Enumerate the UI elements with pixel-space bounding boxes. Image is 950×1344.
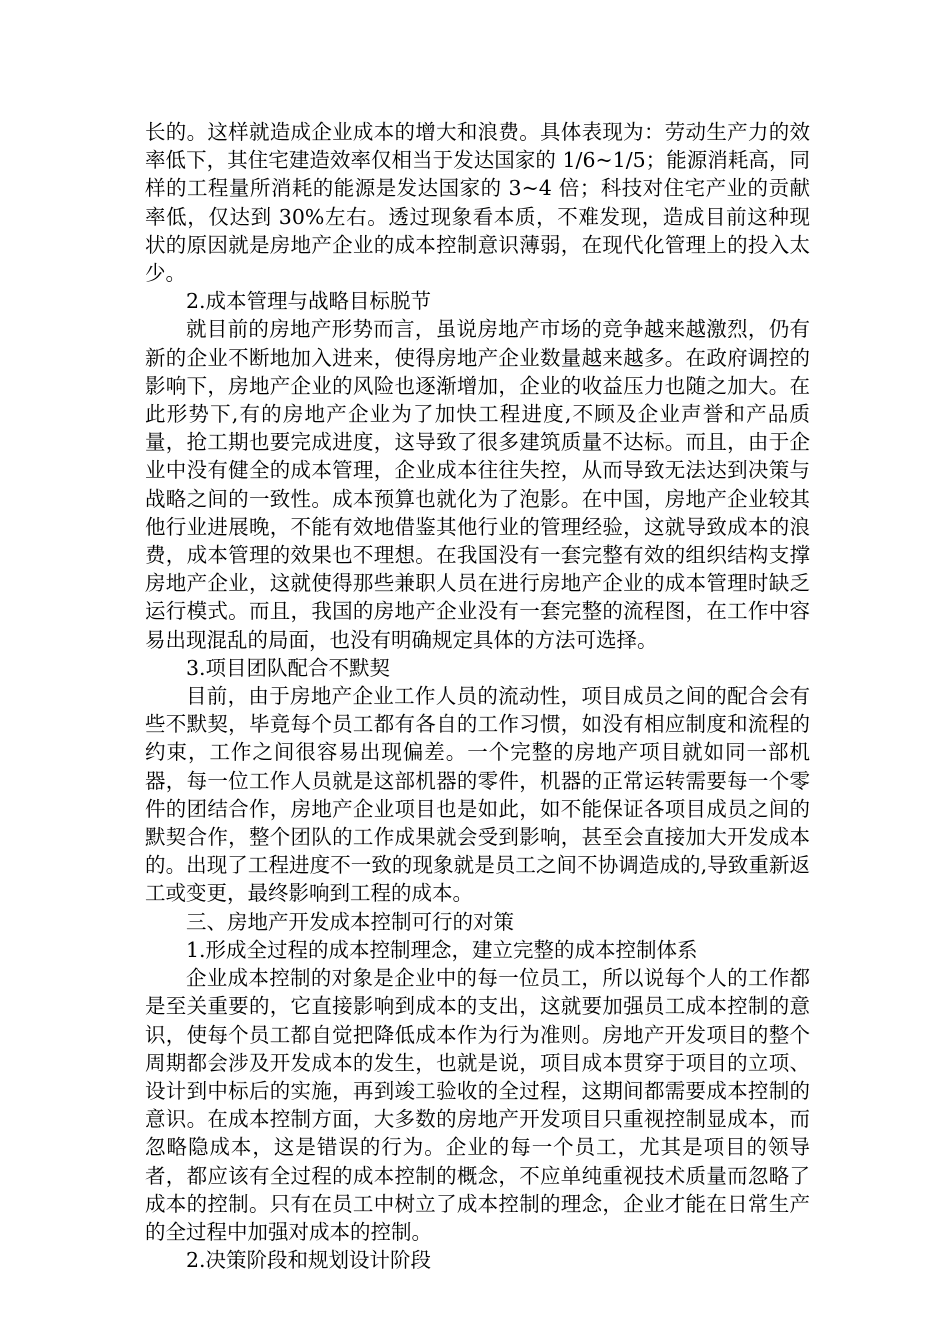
paragraph-cost-waste: 长的。这样就造成企业成本的增大和浪费。具体表现为：劳动生产力的效率低下，其住宅建造效率仅相当于发达国家的 1/6~1/5；能源消耗高，同样的工程量所消耗的能源是发达国家的 3~4 倍；科技对住宅产业的贡献率低，仅达到 30%左右。透过现象看本质，不难发现，造成目前这种现状的原因就是房地产企业的成本控制意识薄弱，在现代化管理上的投入太少。 [145,120,810,286]
document-body [145,118,810,1274]
paragraph-cost-strategy: 就目前的房地产形势而言，虽说房地产市场的竞争越来越激烈，仍有新的企业不断地加入进来，使得房地产企业数量越来越多。在政府调控的影响下，房地产企业的风险也逐渐增加，企业的收益压力也随之加大。在此形势下,有的房地产企业为了加快工程进度,不顾及企业声誉和产品质量，抢工期也要完成进度，这导致了很多建筑质量不达标。而且，由于企业中没有健全的成本管理，企业成本往往失控，从而导致无法达到决策与战略之间的一致性。成本预算也就化为了泡影。在中国，房地产企业较其他行业进展晚，不能有效地借鉴其他行业的管理经验，这就导致成本的浪费，成本管理的效果也不理想。在我国没有一套完整有效的组织结构支撑房地产企业，这就使得那些兼职人员在进行房地产企业的成本管理时缺乏运行模式。而且，我国的房地产企业没有一套完整的流程图，在工作中容易出现混乱的局面，也没有明确规定具体的方法可选择。 [145,317,810,652]
heading-cost-strategy-disconnect: 2.成本管理与战略目标脱节 [186,289,432,314]
paragraph-team-coordination: 目前，由于房地产企业工作人员的流动性，项目成员之间的配合会有些不默契，毕竟每个员工都有各自的工作习惯，如没有相应制度和流程的约束，工作之间很容易出现偏差。一个完整的房地产项目就如同一部机器，每一位工作人员就是这部机器的零件，机器的正常运转需要每一个零件的团结合作，房地产企业项目也是如此，如不能保证各项目成员之间的默契合作，整个团队的工作成果就会受到影响，甚至会直接加大开发成本的。出现了工程进度不一致的现象就是员工之间不协调造成的,导致重新返工或变更，最终影响到工程的成本。 [145,684,810,906]
heading-decision-planning-stage: 2.决策阶段和规划设计阶段 [186,1248,432,1273]
paragraph-full-process-control: 企业成本控制的对象是企业中的每一位员工，所以说每个人的工作都是至关重要的，它直接影响到成本的支出，这就要加强员工成本控制的意识，使每个员工都自觉把降低成本作为行为准则。房地产开发项目的整个周期都会涉及开发成本的发生，也就是说，项目成本贯穿于项目的立项、设计到中标后的实施，再到竣工验收的全过程，这期间都需要成本控制的意识。在成本控制方面，大多数的房地产开发项目只重视控制显成本，而忽略隐成本，这是错误的行为。企业的每一个员工，尤其是项目的领导者，都应该有全过程的成本控制的概念，不应单纯重视技术质量而忽略了成本的控制。只有在员工中树立了成本控制的理念，企业才能在日常生产的全过程中加强对成本的控制。 [145,966,810,1244]
heading-full-process-control: 1.形成全过程的成本控制理念，建立完整的成本控制体系 [186,937,698,962]
heading-section-three: 三、房地产开发成本控制可行的对策 [186,909,514,934]
heading-team-coordination: 3.项目团队配合不默契 [186,655,391,680]
